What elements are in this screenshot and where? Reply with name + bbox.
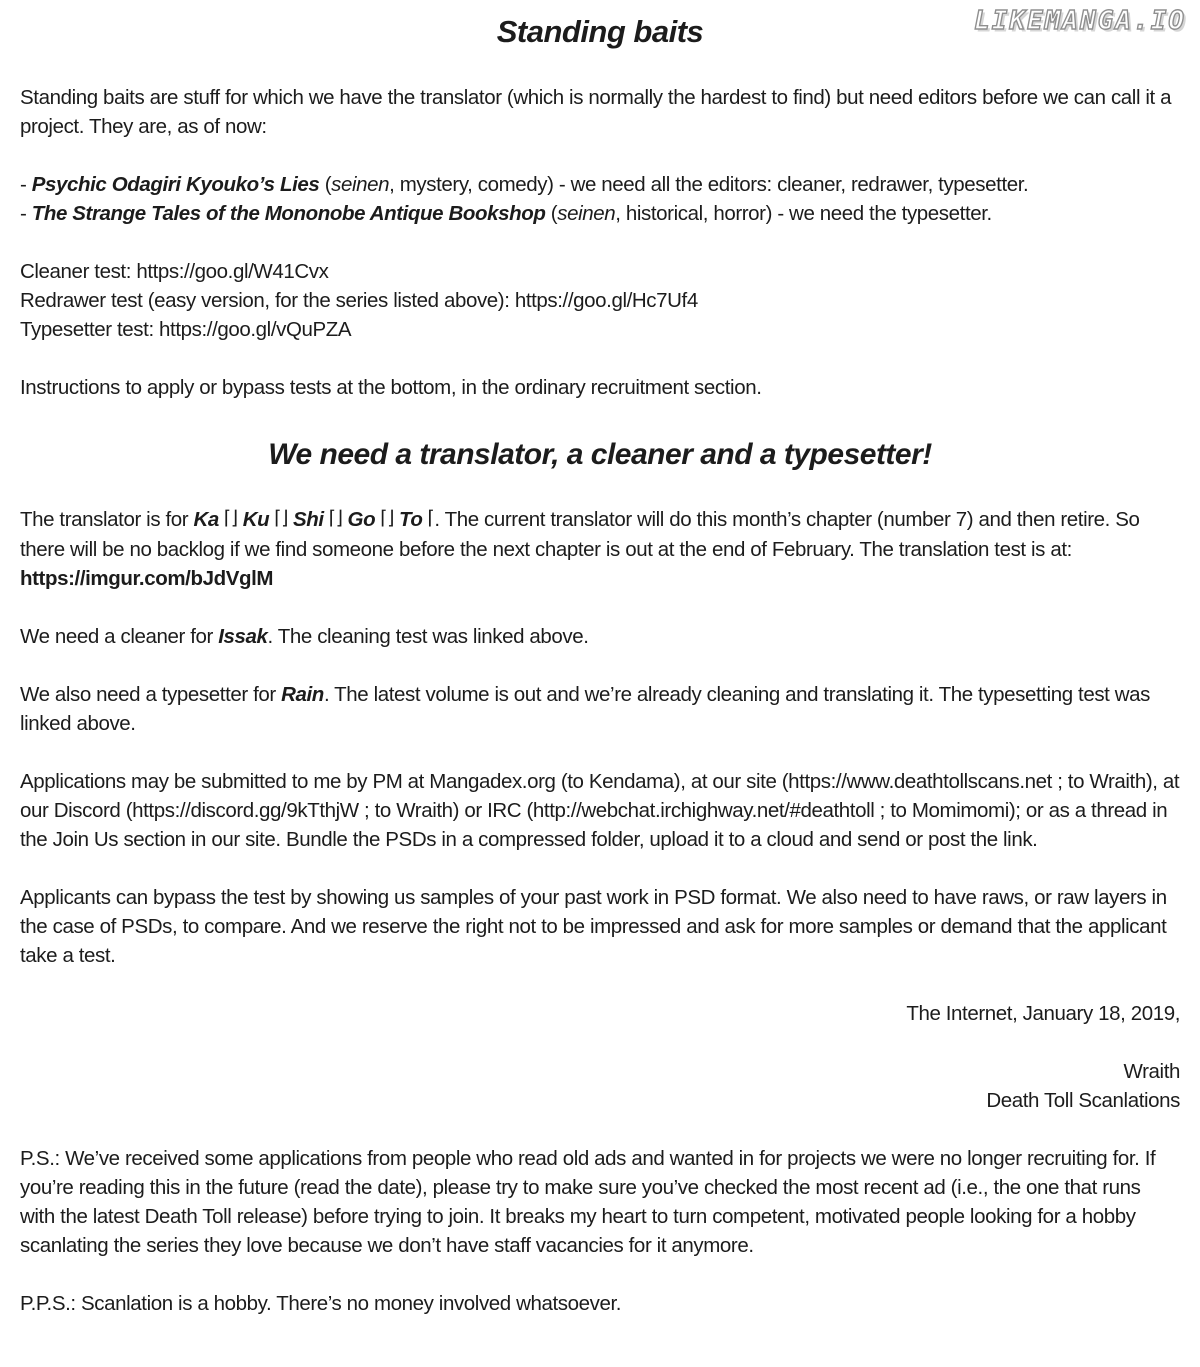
text-run: To <box>399 508 423 531</box>
recruitment-heading <box>20 434 1180 476</box>
test-links <box>20 257 1180 344</box>
text-run: ( <box>319 173 332 196</box>
text-run: Go <box>347 508 376 531</box>
text-run: , historical, horror) - we need the typesetter. <box>615 202 992 225</box>
standing-baits-list <box>20 170 1180 228</box>
text-run: We need a translator, a cleaner and a typesetter! <box>268 438 932 471</box>
text-run: seinen <box>331 173 390 196</box>
text-run: ⌈⌋ <box>269 508 294 529</box>
text-run: Psychic Odagiri Kyouko’s Lies <box>31 173 320 196</box>
instructions-note <box>20 373 1180 402</box>
text-run: - <box>20 202 32 225</box>
text-run: ⌈⌋ <box>375 508 399 529</box>
signature-group-name <box>20 1086 1180 1115</box>
text-run: We also need a typesetter for <box>20 683 282 706</box>
text-run: - <box>20 173 32 196</box>
text-run: seinen <box>557 202 616 225</box>
text-run: P.P.S.: Scanlation is a hobby. There’s no money involved whatsoever. <box>20 1292 622 1315</box>
text-run: Ku <box>242 508 270 531</box>
typesetter-paragraph <box>20 680 1180 738</box>
page-title: Standing baits <box>496 14 704 49</box>
text-run: Shi <box>293 508 324 531</box>
text-run: The Internet, January 18, 2019, <box>906 1002 1180 1025</box>
signature-block <box>20 1057 1180 1115</box>
text-run: ⌈⌋ <box>323 508 348 529</box>
cleaner-test-line <box>20 257 1180 286</box>
text-run: Standing baits are stuff for which we have the translator (which is normally the hardest to find) but need editors before we can call it a project. They are, as of now: <box>20 86 1172 138</box>
redrawer-test-line <box>20 286 1180 315</box>
document-body <box>20 83 1180 1318</box>
text-run: Cleaner test: https://goo.gl/W41Cvx <box>20 260 329 283</box>
text-run: Redrawer test (easy version, for the series listed above): https://goo.gl/Hc7Uf4 <box>20 289 698 312</box>
text-run: Rain <box>281 683 324 706</box>
text-run: ⌈ <box>422 508 435 529</box>
translator-paragraph <box>20 505 1180 593</box>
text-run: Applicants can bypass the test by showing us samples of your past work in PSD format. We also need to have raws, or raw layers in the case of PSDs, to compare. And we reserve the right not to be impressed and ask for more samples or demand that the applicant take a test. <box>20 886 1167 967</box>
text-run: . The current translator will do this month’s chapter (number 7) and then retire. So there will be no backlog if we find someone before the next chapter is out at the end of February. The translation test is at: <box>20 508 1140 561</box>
text-run: Death Toll Scanlations <box>986 1089 1180 1112</box>
text-run: ⌈⌋ <box>218 508 243 529</box>
text-run: Applications may be submitted to me by PM at Mangadex.org (to Kendama), at our site (https://www.deathtollscans.net ; to Wraith), at our Discord (https://discord.gg/9kTthjW ; to Wraith) or IRC (http://webchat.irchighway.net/#deathtoll ; to Momimomi); or as a thread in the Join Us section in our site. Bundle the PSDs in a compressed folder, upload it to a cloud and send or post the link. <box>20 770 1180 851</box>
text-run: P.S.: We’ve received some applications from people who read old ads and wanted in for projects we were no longer recruiting for. If you’re reading this in the future (read the date), please try to make sure you’ve checked the most recent ad (i.e., the one that runs with the latest Death Toll release) before trying to join. It breaks my heart to turn competent, motivated people looking for a hobby scanlating the series they love because we don’t have staff vacancies for it anymore. <box>20 1147 1156 1257</box>
text-run: https://imgur.com/bJdVglM <box>20 567 274 590</box>
text-run: The translator is for <box>20 508 194 531</box>
text-run: ( <box>545 202 558 225</box>
cleaner-paragraph <box>20 622 1180 651</box>
bypass-paragraph <box>20 883 1180 970</box>
pps-paragraph <box>20 1289 1180 1318</box>
list-item-mononobe <box>20 199 1180 228</box>
text-run: Ka <box>193 508 219 531</box>
applications-paragraph <box>20 767 1180 854</box>
text-run: Typesetter test: https://goo.gl/vQuPZA <box>20 318 352 341</box>
ps-paragraph <box>20 1144 1180 1260</box>
text-run: Issak <box>218 625 268 648</box>
text-run: , mystery, comedy) - we need all the editors: cleaner, redrawer, typesetter. <box>389 173 1029 196</box>
dateline <box>20 999 1180 1028</box>
site-watermark-likemanga: LIKEMANGA.IO <box>974 6 1186 36</box>
signature-name <box>20 1057 1180 1086</box>
text-run: The Strange Tales of the Mononobe Antique Bookshop <box>31 202 546 225</box>
text-run: Wraith <box>1123 1060 1180 1083</box>
text-run: . The cleaning test was linked above. <box>267 625 589 648</box>
list-item-psychic-odagiri <box>20 170 1180 199</box>
text-run: . The latest volume is out and we’re already cleaning and translating it. The typesetting test was linked above. <box>20 683 1151 735</box>
text-run: Instructions to apply or bypass tests at the bottom, in the ordinary recruitment section. <box>20 376 762 399</box>
text-run: We need a cleaner for <box>20 625 219 648</box>
typesetter-test-line <box>20 315 1180 344</box>
intro-paragraph <box>20 83 1180 141</box>
